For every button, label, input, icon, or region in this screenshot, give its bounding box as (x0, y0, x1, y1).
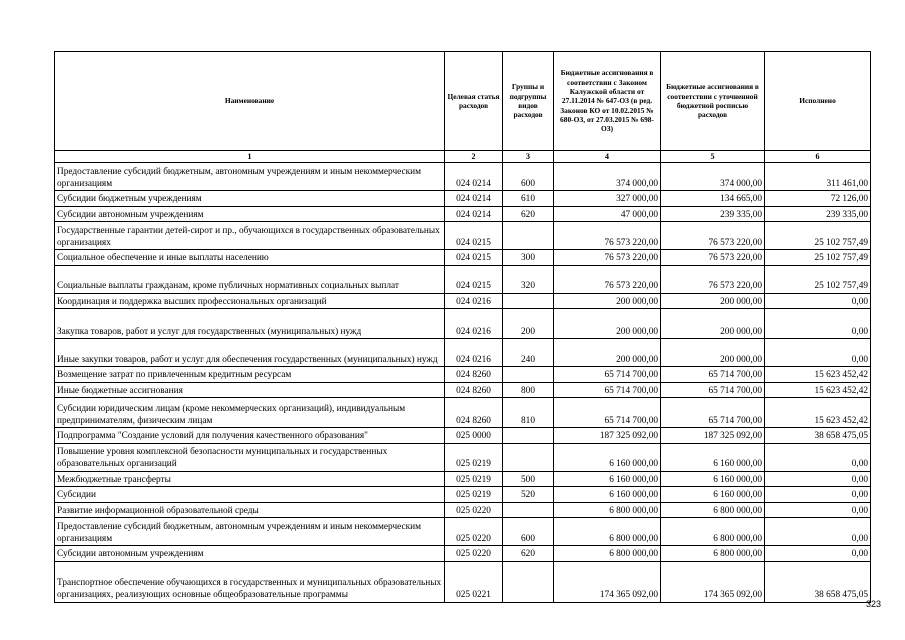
header-row (55, 52, 871, 151)
row-refined: 239 335,00 (661, 206, 765, 222)
column-number: 5 (661, 151, 765, 163)
table-row (55, 163, 871, 191)
row-refined: 174 365 092,00 (661, 561, 765, 602)
row-planned: 65 714 700,00 (554, 367, 661, 383)
table-row (55, 339, 871, 367)
row-target: 025 0219 (445, 487, 503, 503)
row-planned: 6 160 000,00 (554, 471, 661, 487)
row-executed: 0,00 (765, 518, 871, 546)
table-row (55, 293, 871, 309)
row-name: Социальное обеспечение и иные выплаты населению (55, 250, 445, 266)
row-name: Подпрограмма "Создание условий для получения качественного образования" (55, 428, 445, 444)
row-refined: 6 160 000,00 (661, 487, 765, 503)
row-executed: 239 335,00 (765, 206, 871, 222)
row-refined: 6 800 000,00 (661, 502, 765, 518)
row-executed: 25 102 757,49 (765, 265, 871, 293)
row-name: Субсидии автономным учреждениям (55, 546, 445, 562)
row-planned: 6 160 000,00 (554, 487, 661, 503)
row-executed: 0,00 (765, 443, 871, 471)
row-planned: 327 000,00 (554, 191, 661, 207)
row-executed: 0,00 (765, 293, 871, 309)
row-executed: 0,00 (765, 502, 871, 518)
row-refined: 76 573 220,00 (661, 265, 765, 293)
row-planned: 6 800 000,00 (554, 502, 661, 518)
row-refined: 76 573 220,00 (661, 250, 765, 266)
row-refined: 374 000,00 (661, 163, 765, 191)
row-refined: 187 325 092,00 (661, 428, 765, 444)
row-executed: 0,00 (765, 309, 871, 339)
row-group (503, 428, 554, 444)
row-refined: 134 665,00 (661, 191, 765, 207)
row-planned: 65 714 700,00 (554, 382, 661, 398)
column-number: 3 (503, 151, 554, 163)
header-name: Наименование (55, 52, 445, 151)
row-name: Повышение уровня комплексной безопасности муниципальных и государственных образовательных организаций (55, 443, 445, 471)
row-group: 620 (503, 546, 554, 562)
row-group (503, 367, 554, 383)
row-planned: 76 573 220,00 (554, 222, 661, 250)
row-executed: 0,00 (765, 339, 871, 367)
row-target: 024 8260 (445, 367, 503, 383)
table-row (55, 250, 871, 266)
row-name: Предоставление субсидий бюджетным, автономным учреждениям и иным некоммерческим организациям (55, 163, 445, 191)
row-group: 810 (503, 398, 554, 428)
row-group: 200 (503, 309, 554, 339)
column-number-row (55, 151, 871, 163)
row-planned: 174 365 092,00 (554, 561, 661, 602)
row-refined: 6 800 000,00 (661, 546, 765, 562)
table-row (55, 518, 871, 546)
row-group: 600 (503, 163, 554, 191)
row-group (503, 222, 554, 250)
row-name: Иные закупки товаров, работ и услуг для обеспечения государственных (муниципальных) нужд (55, 339, 445, 367)
row-name: Иные бюджетные ассигнования (55, 382, 445, 398)
row-executed: 15 623 452,42 (765, 398, 871, 428)
row-target: 024 0214 (445, 191, 503, 207)
table-row (55, 398, 871, 428)
row-target: 024 0215 (445, 265, 503, 293)
row-group: 620 (503, 206, 554, 222)
row-name: Субсидии юридическим лицам (кроме некоммерческих организаций), индивидуальным предпринимателям, физическим лицам (55, 398, 445, 428)
row-planned: 76 573 220,00 (554, 250, 661, 266)
row-name: Развитие информационной образовательной среды (55, 502, 445, 518)
row-target: 025 0219 (445, 471, 503, 487)
row-group: 610 (503, 191, 554, 207)
header-executed: Исполнено (765, 52, 871, 151)
row-refined: 65 714 700,00 (661, 367, 765, 383)
row-executed: 25 102 757,49 (765, 250, 871, 266)
column-number: 1 (55, 151, 445, 163)
row-planned: 200 000,00 (554, 293, 661, 309)
row-target: 025 0220 (445, 518, 503, 546)
header-law-allocations: Бюджетные ассигнования в соответствии с Законом Калужской области от 27.11.2014 № 647-ОЗ (в ред. Законов КО от 10.02.2015 № 680-ОЗ, от 27.03.2015 № 698-ОЗ) (554, 52, 661, 151)
row-planned: 6 800 000,00 (554, 546, 661, 562)
table-row (55, 191, 871, 207)
row-target: 024 0216 (445, 293, 503, 309)
table-row (55, 265, 871, 293)
row-target: 024 0215 (445, 222, 503, 250)
table-row (55, 428, 871, 444)
row-target: 025 0221 (445, 561, 503, 602)
row-group: 320 (503, 265, 554, 293)
row-group: 300 (503, 250, 554, 266)
row-group: 520 (503, 487, 554, 503)
row-name: Субсидии бюджетным учреждениям (55, 191, 445, 207)
row-planned: 65 714 700,00 (554, 398, 661, 428)
column-number: 2 (445, 151, 503, 163)
row-target: 025 0000 (445, 428, 503, 444)
row-executed: 0,00 (765, 487, 871, 503)
row-name: Предоставление субсидий бюджетным, автономным учреждениям и иным некоммерческим организациям (55, 518, 445, 546)
row-refined: 65 714 700,00 (661, 398, 765, 428)
row-refined: 200 000,00 (661, 293, 765, 309)
row-refined: 6 800 000,00 (661, 518, 765, 546)
row-target: 025 0220 (445, 546, 503, 562)
row-planned: 200 000,00 (554, 309, 661, 339)
row-group: 600 (503, 518, 554, 546)
row-target: 025 0220 (445, 502, 503, 518)
row-name: Транспортное обеспечение обучающихся в государственных и муниципальных образовательных организациях, реализующих основные общеобразовательные программы (55, 561, 445, 602)
row-refined: 200 000,00 (661, 339, 765, 367)
row-planned: 6 800 000,00 (554, 518, 661, 546)
table-row (55, 206, 871, 222)
row-executed: 311 461,00 (765, 163, 871, 191)
row-target: 024 0215 (445, 250, 503, 266)
row-name: Субсидии (55, 487, 445, 503)
row-executed: 0,00 (765, 546, 871, 562)
table-row (55, 443, 871, 471)
row-planned: 76 573 220,00 (554, 265, 661, 293)
row-group: 240 (503, 339, 554, 367)
column-number: 4 (554, 151, 661, 163)
row-name: Социальные выплаты гражданам, кроме публичных нормативных социальных выплат (55, 265, 445, 293)
row-planned: 187 325 092,00 (554, 428, 661, 444)
row-target: 025 0219 (445, 443, 503, 471)
table-row (55, 487, 871, 503)
row-refined: 200 000,00 (661, 309, 765, 339)
row-executed: 25 102 757,49 (765, 222, 871, 250)
column-number: 6 (765, 151, 871, 163)
row-refined: 6 160 000,00 (661, 443, 765, 471)
row-target: 024 0216 (445, 309, 503, 339)
row-group (503, 293, 554, 309)
row-target: 024 0216 (445, 339, 503, 367)
table-row (55, 561, 871, 602)
row-planned: 200 000,00 (554, 339, 661, 367)
row-refined: 76 573 220,00 (661, 222, 765, 250)
table-row (55, 367, 871, 383)
row-refined: 6 160 000,00 (661, 471, 765, 487)
row-target: 024 8260 (445, 382, 503, 398)
table-row (55, 309, 871, 339)
row-group (503, 561, 554, 602)
table-row (55, 471, 871, 487)
row-name: Возмещение затрат по привлеченным кредитным ресурсам (55, 367, 445, 383)
row-group: 800 (503, 382, 554, 398)
table-row (55, 222, 871, 250)
header-refined-allocations: Бюджетные ассигнования в соответствии с уточненной бюджетной росписью расходов (661, 52, 765, 151)
row-target: 024 0214 (445, 206, 503, 222)
row-executed: 15 623 452,42 (765, 382, 871, 398)
header-expense-groups: Группы и подгруппы видов расходов (503, 52, 554, 151)
row-executed: 72 126,00 (765, 191, 871, 207)
row-planned: 47 000,00 (554, 206, 661, 222)
row-group (503, 443, 554, 471)
row-executed: 38 658 475,05 (765, 428, 871, 444)
row-refined: 65 714 700,00 (661, 382, 765, 398)
row-executed: 0,00 (765, 471, 871, 487)
row-planned: 6 160 000,00 (554, 443, 661, 471)
row-group: 500 (503, 471, 554, 487)
row-group (503, 502, 554, 518)
budget-table (54, 51, 871, 603)
table-row (55, 546, 871, 562)
row-name: Межбюджетные трансферты (55, 471, 445, 487)
row-name: Государственные гарантии детей-сирот и пр., обучающихся в государственных образовательных организациях (55, 222, 445, 250)
row-name: Координация и поддержка высших профессиональных организаций (55, 293, 445, 309)
row-target: 024 8260 (445, 398, 503, 428)
row-planned: 374 000,00 (554, 163, 661, 191)
header-target-article: Целевая статья расходов (445, 52, 503, 151)
row-executed: 38 658 475,05 (765, 561, 871, 602)
page-number: 323 (866, 599, 882, 609)
row-executed: 15 623 452,42 (765, 367, 871, 383)
table-row (55, 382, 871, 398)
table-row (55, 502, 871, 518)
row-name: Закупка товаров, работ и услуг для государственных (муниципальных) нужд (55, 309, 445, 339)
row-target: 024 0214 (445, 163, 503, 191)
row-name: Субсидии автономным учреждениям (55, 206, 445, 222)
